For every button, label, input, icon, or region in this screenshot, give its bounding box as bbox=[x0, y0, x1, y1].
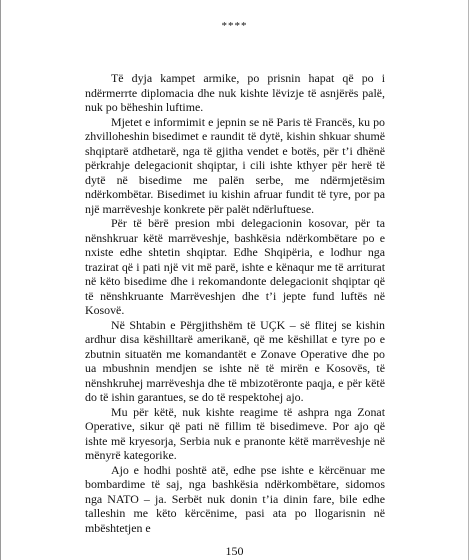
paragraph-2: Mjetet e informimit e jepnin se në Paris të Francës, ku po zhvilloheshin bisedimet e raundit të dytë, kishin shkuar shumë shqiptarë atdhetarë, nga të gjitha vendet e botës, për t’i dhënë përkrahje delegacionit shqiptar, i cili ishte kthyer për herë të dytë në bisedime me palën serbe, me ndërmjetësim ndërkombëtar. Bisedimet iu kishin afruar fundit të tyre, por pa një marrëveshje konkrete për palët ndërluftuese. bbox=[85, 114, 385, 216]
paragraph-1: Të dyja kampet armike, po prisnin hapat që po i ndërmerrte diplomacia dhe nuk kishte lëvizje të asnjërës palë, nuk po bëheshin luftime. bbox=[85, 71, 385, 114]
page-body bbox=[85, 71, 385, 535]
paragraph-3: Për të bërë presion mbi delegacionin kosovar, për ta nënshkruar këtë marrëveshje, bashkësia ndërkombëtare po e nxiste edhe shtetin shqiptar. Edhe Shqipëria, e lodhur nga trazirat që i pati një vit më parë, ishte e kënaqur me të arriturat në këto bisedime dhe i rekomandonte delegacionit shqiptar që të nënshkruante Marrëveshjen dhe t’i jepte fund luftës në Kosovë. bbox=[85, 216, 385, 317]
paragraph-5: Mu për këtë, nuk kishte reagime të ashpra nga Zonat Operative, sikur që pati në fillim të bisedimeve. Por ajo që ishte më kryesorja, Serbia nuk e pranonte këtë marrëveshje në mënyrë kategorike. bbox=[85, 404, 385, 462]
paragraph-4: Në Shtabin e Përgjithshëm të UÇK – së flitej se kishin ardhur disa këshilltarë amerikanë, që me këshillat e tyre po e zbutnin situatën me komandantët e Zonave Operative dhe po ua mbushnin mendjen se ishte në të mirën e Kosovës, të nënshkruhej marrëveshja dhe të mbizotëronte paqja, e për këtë do të ishin garantues, se do të respektohej ajo. bbox=[85, 317, 385, 404]
paragraph-6: Ajo e hodhi poshtë atë, edhe pse ishte e kërcënuar me bombardime të saj, nga bashkësia ndërkombëtare, sidomos nga NATO – ja. Serbët nuk donin t’ia dinin fare, bile edhe talleshin me këto kërcënime, pasi ata po llogarisnin në mbështetjen e bbox=[85, 462, 385, 535]
section-separator: **** bbox=[221, 20, 248, 32]
page-border-left bbox=[0, 0, 1, 560]
page-number: 150 bbox=[225, 544, 244, 558]
